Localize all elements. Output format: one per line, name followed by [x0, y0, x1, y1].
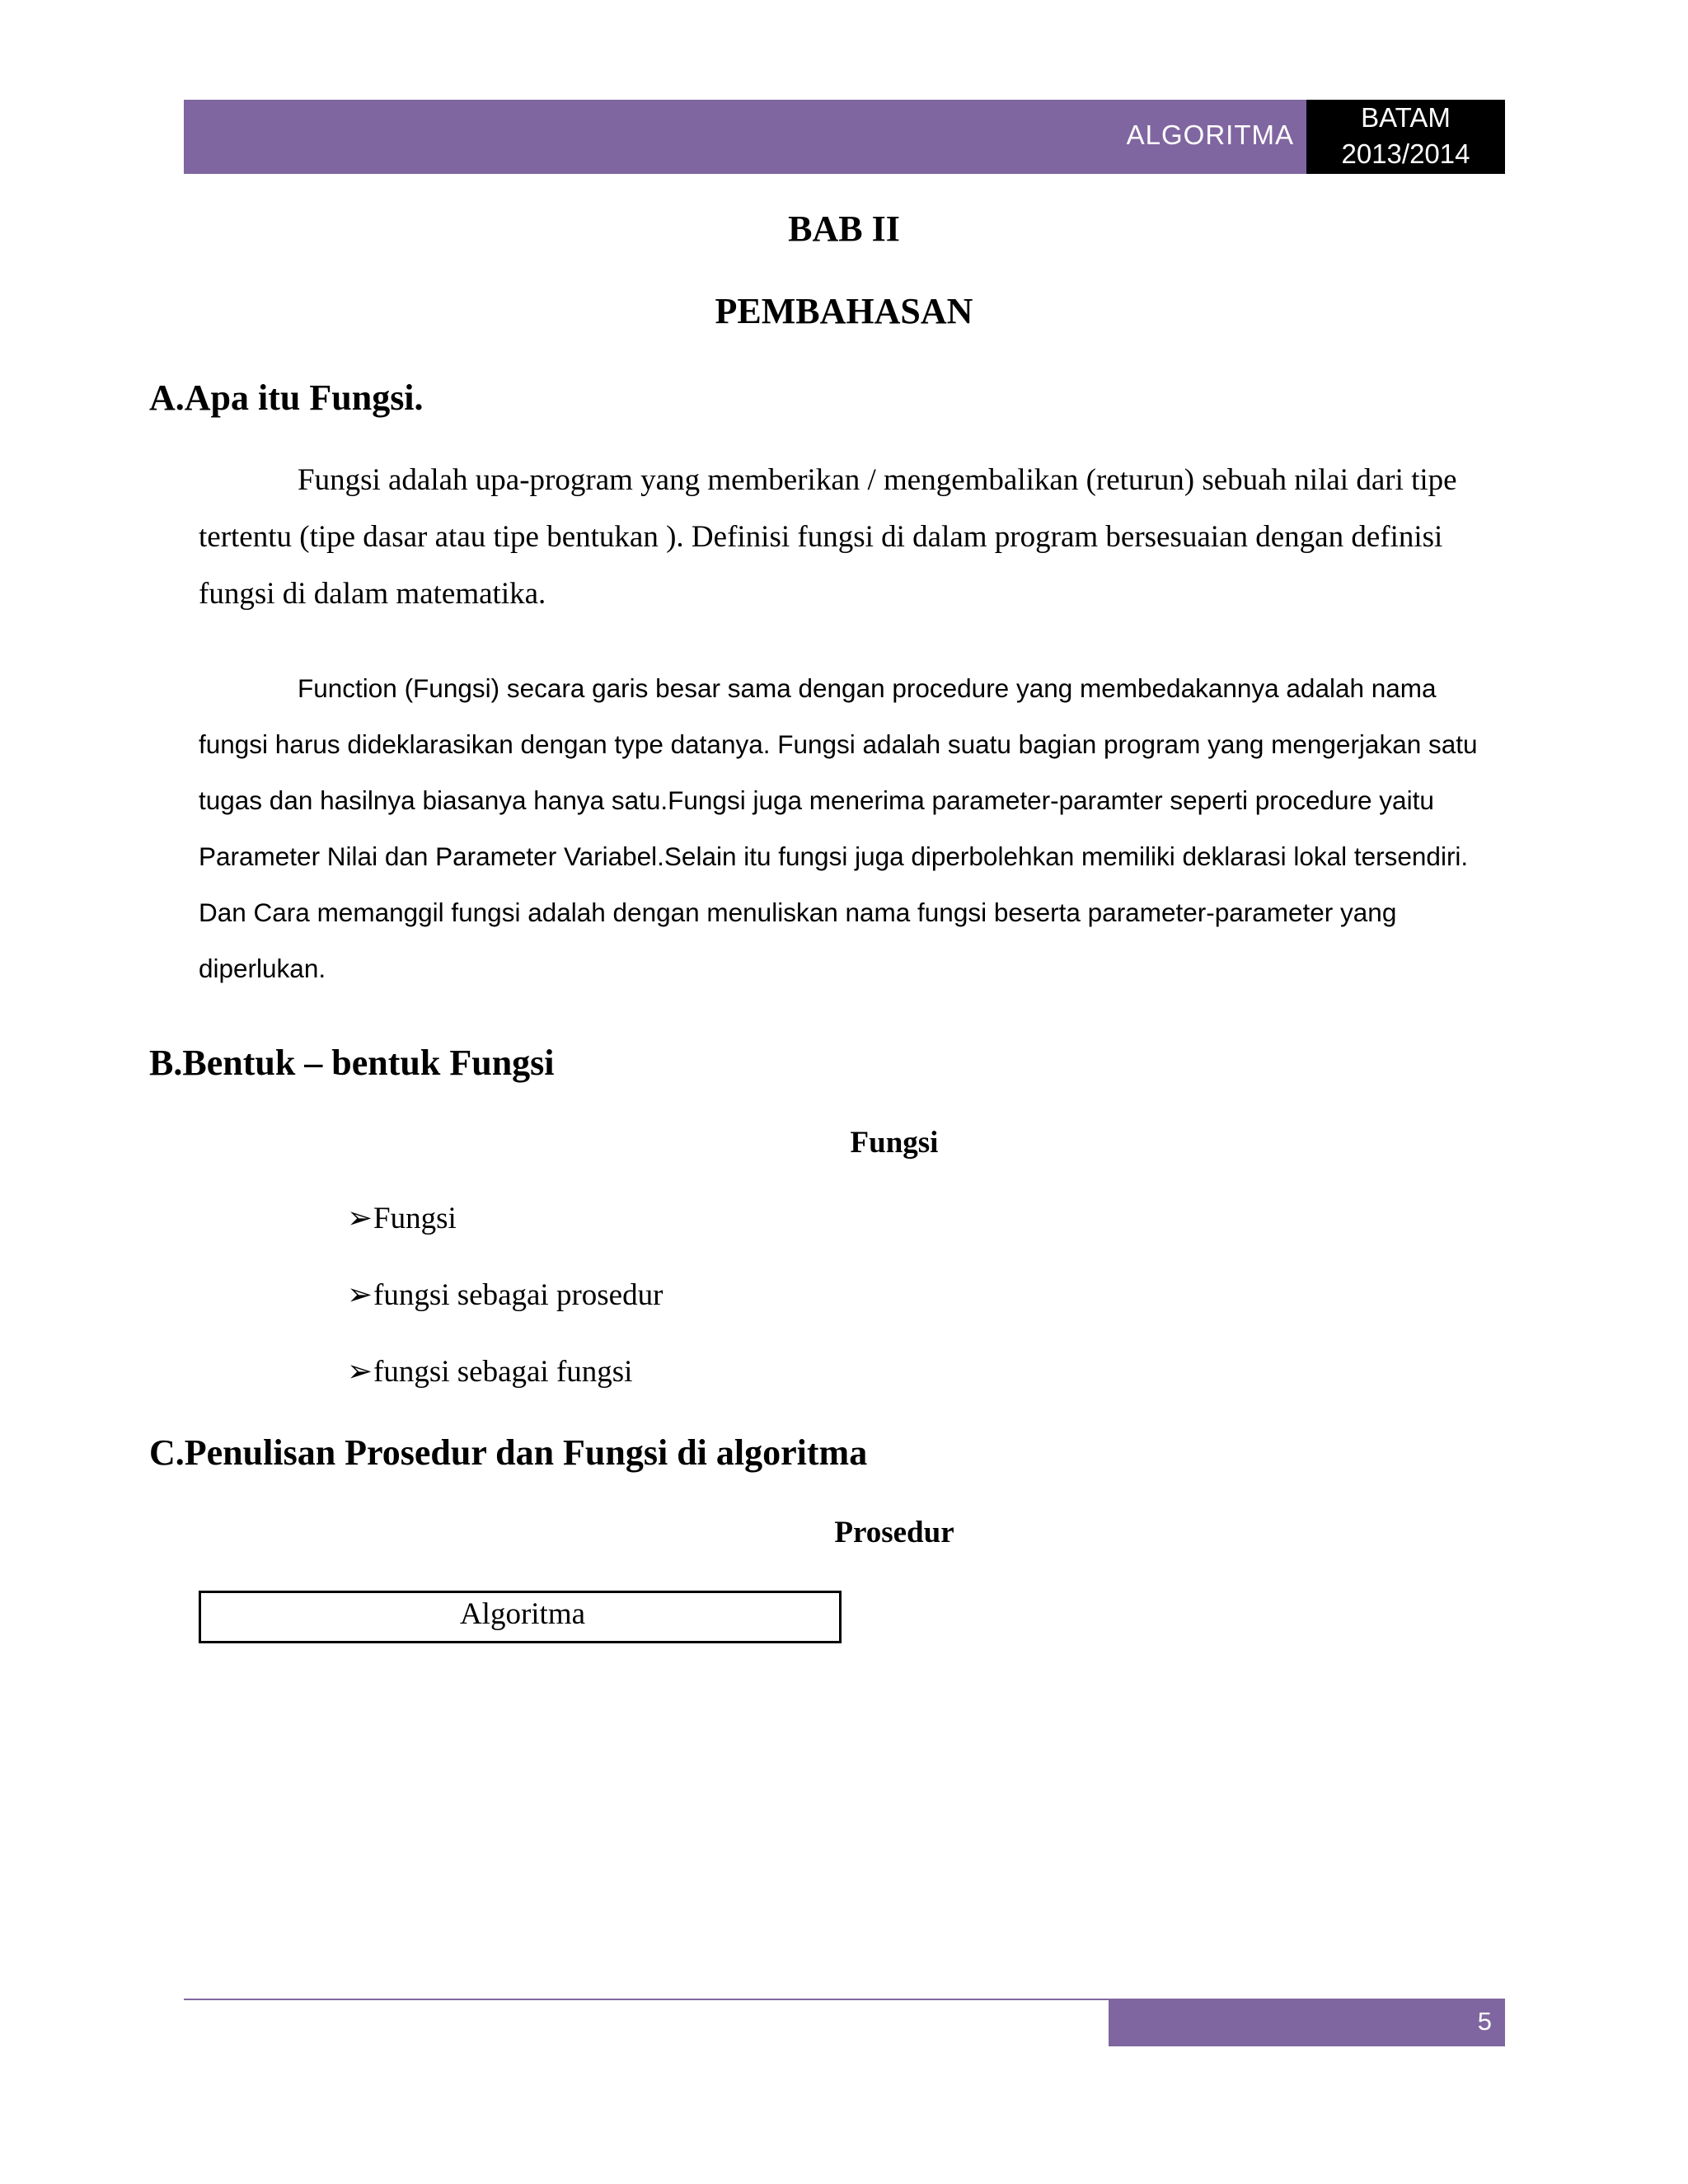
- footer-rule: [184, 1999, 1111, 2000]
- page-number: 5: [1477, 2007, 1492, 2036]
- paragraph-text: Fungsi adalah upa-program yang memberikan / mengembalikan (returun) sebuah nilai dari tipe tertentu (tipe dasar atau tipe bentukan ). Definisi fungsi di dalam program bersesuaian dengan definisi fungsi di dalam matematika.: [199, 463, 1457, 611]
- section-b-heading: B.Bentuk – bentuk Fungsi: [149, 1043, 555, 1083]
- list-item: [347, 1353, 632, 1390]
- paragraph-text: Function (Fungsi) secara garis besar sama dengan procedure yang membedakannya adalah nama fungsi harus dideklarasikan dengan type datanya. Fungsi adalah suatu bagian program yang mengerjakan satu tugas dan hasilnya biasanya hanya satu.Fungsi juga menerima parameter-paramter seperti procedure yaitu Parameter Nilai dan Parameter Variabel.Selain itu fungsi juga diperbolehkan memiliki deklarasi lokal tersendiri. Dan Cara memanggil fungsi adalah dengan menuliskan nama fungsi beserta parameter-parameter yang diperlukan.: [199, 673, 1478, 983]
- header-title: ALGORITMA: [1126, 120, 1294, 150]
- arrow-bullet-icon: ➢: [347, 1355, 373, 1389]
- header-year: 2013/2014: [1341, 138, 1470, 169]
- section-c-heading: C.Penulisan Prosedur dan Fungsi di algoritma: [149, 1432, 868, 1473]
- chapter-label: BAB II: [788, 209, 900, 249]
- list-item-label: fungsi sebagai prosedur: [373, 1278, 663, 1312]
- list-item-label: fungsi sebagai fungsi: [373, 1355, 633, 1389]
- section-a-heading: A.Apa itu Fungsi.: [149, 377, 424, 418]
- algorithm-box: [199, 1591, 842, 1643]
- list-item: [347, 1277, 663, 1313]
- section-b-subheading: Fungsi: [850, 1126, 939, 1160]
- chapter-title: PEMBAHASAN: [715, 291, 973, 331]
- arrow-bullet-icon: ➢: [347, 1202, 373, 1235]
- arrow-bullet-icon: ➢: [347, 1278, 373, 1312]
- header-location: BATAM: [1361, 102, 1451, 133]
- list-item: [347, 1200, 457, 1236]
- section-a-paragraph-1: [199, 452, 1484, 622]
- algorithm-box-label: Algoritma: [459, 1597, 586, 1631]
- section-c-subheading: Prosedur: [834, 1516, 954, 1549]
- list-item-label: Fungsi: [373, 1202, 457, 1235]
- section-a-paragraph-2: [199, 660, 1484, 996]
